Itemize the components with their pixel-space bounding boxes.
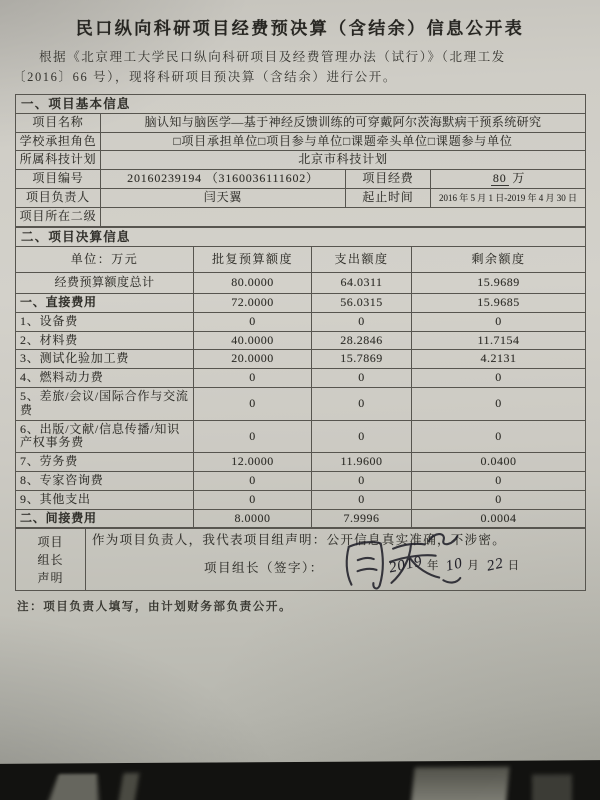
budget-value: 0 xyxy=(194,312,312,331)
table-row xyxy=(16,369,586,388)
handwritten-date xyxy=(387,554,579,577)
table-row xyxy=(16,529,586,591)
spent-value: 0 xyxy=(312,490,412,509)
table-row xyxy=(16,170,586,189)
project-number-label: 项目编号 xyxy=(16,170,101,189)
remain-value: 4.2131 xyxy=(412,350,586,369)
remain-value: 0 xyxy=(412,420,586,453)
date-year: 2019 xyxy=(387,554,425,577)
spent-value: 56.0315 xyxy=(312,294,412,313)
table-row xyxy=(16,207,586,226)
table-row xyxy=(16,509,586,528)
table-row xyxy=(16,113,586,132)
spent-value: 11.9600 xyxy=(312,453,412,472)
table-row xyxy=(16,490,586,509)
budget-value: 0 xyxy=(194,472,312,491)
row-label: 1、设备费 xyxy=(16,312,194,331)
row-label: 经费预算额度总计 xyxy=(16,273,194,294)
section2-header: 二、项目决算信息 xyxy=(16,227,586,246)
remain-value: 0 xyxy=(412,472,586,491)
declaration-statement: 作为项目负责人，我代表项目组声明：公开信息真实准确，不涉密。 xyxy=(92,533,507,548)
remain-value: 0 xyxy=(412,388,586,421)
declaration-side-label xyxy=(16,529,86,591)
date-day: 22 xyxy=(485,555,505,575)
basic-info-table xyxy=(15,94,586,227)
row-label: 5、差旅/会议/国际合作与交流费 xyxy=(16,388,194,421)
budget-value: 0 xyxy=(194,388,312,421)
secondary-unit-value xyxy=(101,207,586,226)
table-row xyxy=(16,420,586,453)
role-label: 学校承担角色 xyxy=(16,132,101,151)
section1-header-row xyxy=(16,94,586,113)
column-header-spent: 支出额度 xyxy=(312,247,412,273)
table-row xyxy=(16,151,586,170)
spent-value: 0 xyxy=(312,312,412,331)
row-label: 二、间接费用 xyxy=(16,509,194,528)
sign-label: 项目组长（签字）： xyxy=(204,561,324,576)
project-name-label: 项目名称 xyxy=(16,113,101,132)
remain-value: 0.0004 xyxy=(412,509,586,528)
leader-value: 闫天翼 xyxy=(101,189,346,208)
table-row xyxy=(16,331,586,350)
spent-value: 28.2846 xyxy=(312,331,412,350)
funds-value xyxy=(431,170,586,189)
budget-value: 8.0000 xyxy=(194,509,312,528)
row-label: 7、劳务费 xyxy=(16,453,194,472)
budget-table xyxy=(15,227,586,529)
footer-note: 注：项目负责人填写，由计划财务部负责公开。 xyxy=(17,601,293,614)
remain-value: 15.9689 xyxy=(412,273,586,294)
spent-value: 0 xyxy=(312,420,412,453)
table-row xyxy=(16,453,586,472)
column-header-approved: 批复预算额度 xyxy=(194,247,312,273)
funds-amount: 80 xyxy=(492,171,507,186)
spent-value: 0 xyxy=(312,369,412,388)
spent-value: 0 xyxy=(312,388,412,421)
row-label: 3、测试化验加工费 xyxy=(16,350,194,369)
remain-value: 0 xyxy=(412,369,586,388)
funds-label: 项目经费 xyxy=(346,170,431,189)
section2-header-row xyxy=(16,227,586,246)
row-label: 8、专家咨询费 xyxy=(16,472,194,491)
role-checkbox-options: □项目承担单位□项目参与单位□课题牵头单位□课题参与单位 xyxy=(101,132,586,151)
side-label-line: 声明 xyxy=(37,570,64,585)
row-label: 4、燃料动力费 xyxy=(16,369,194,388)
row-label: 一、直接费用 xyxy=(16,294,194,313)
project-name-value: 脑认知与脑医学—基于神经反馈训练的可穿戴阿尔茨海默病干预系统研究 xyxy=(101,113,586,132)
remain-value: 0 xyxy=(412,490,586,509)
column-header-remaining: 剩余额度 xyxy=(412,247,586,273)
table-row xyxy=(16,132,586,151)
remain-value: 15.9685 xyxy=(412,294,586,313)
table-row-total xyxy=(16,273,586,294)
remain-value: 11.7154 xyxy=(412,331,586,350)
desk-reflection xyxy=(42,774,99,800)
document-title: 民口纵向科研项目经费预决算（含结余）信息公开表 xyxy=(75,19,525,38)
period-label: 起止时间 xyxy=(346,189,431,208)
table-row xyxy=(16,294,586,313)
declaration-content xyxy=(86,529,586,591)
secondary-unit-label: 项目所在二级 xyxy=(16,207,101,226)
project-number-value: 20160239194 （3160036111602） xyxy=(101,170,346,189)
leader-label: 项目负责人 xyxy=(16,189,101,208)
date-month: 10 xyxy=(444,555,465,575)
row-label: 2、材料费 xyxy=(16,331,194,350)
table-row xyxy=(16,189,586,208)
budget-value: 0 xyxy=(194,369,312,388)
desk-reflection xyxy=(409,767,509,800)
table-row xyxy=(16,350,586,369)
spent-value: 15.7869 xyxy=(312,350,412,369)
column-header-unit: 单位：万元 xyxy=(16,247,194,273)
desk-reflection xyxy=(117,773,140,800)
budget-table-header-row xyxy=(16,247,586,273)
remain-value: 0.0400 xyxy=(412,453,586,472)
funds-unit: 万 xyxy=(512,171,526,186)
budget-value: 40.0000 xyxy=(194,331,312,350)
declaration-block xyxy=(15,528,586,591)
table-row xyxy=(16,472,586,491)
budget-value: 72.0000 xyxy=(194,294,312,313)
spent-value: 0 xyxy=(312,472,412,491)
desk-reflection xyxy=(532,774,572,800)
row-label: 9、其他支出 xyxy=(16,490,194,509)
plan-label: 所属科技计划 xyxy=(16,151,101,170)
date-year-unit: 年 xyxy=(427,560,439,573)
spent-value: 7.9996 xyxy=(312,509,412,528)
intro-line-1: 根据《北京理工大学民口纵向科研项目及经费管理办法（试行）》（北理工发 xyxy=(39,50,506,64)
desk-surface xyxy=(0,760,600,800)
intro-line-2: 〔2016〕66 号），现将科研项目预决算（含结余）进行公开。 xyxy=(13,70,397,85)
date-month-unit: 月 xyxy=(467,560,479,573)
period-value: 2016 年 5 月 1 日-2019 年 4 月 30 日 xyxy=(431,189,586,208)
budget-value: 0 xyxy=(194,490,312,509)
row-label: 6、出版/文献/信息传播/知识产权事务费 xyxy=(16,420,194,453)
budget-value: 20.0000 xyxy=(194,350,312,369)
date-day-unit: 日 xyxy=(507,560,520,573)
table-row xyxy=(16,388,586,421)
section1-header: 一、项目基本信息 xyxy=(16,94,586,113)
spent-value: 64.0311 xyxy=(312,273,412,294)
plan-value: 北京市科技计划 xyxy=(101,151,586,170)
budget-value: 12.0000 xyxy=(194,453,312,472)
budget-value: 80.0000 xyxy=(194,273,312,294)
side-label-line: 项目 xyxy=(37,534,64,549)
table-row xyxy=(16,312,586,331)
budget-value: 0 xyxy=(194,420,312,453)
side-label-line: 组长 xyxy=(37,552,64,567)
remain-value: 0 xyxy=(412,312,586,331)
